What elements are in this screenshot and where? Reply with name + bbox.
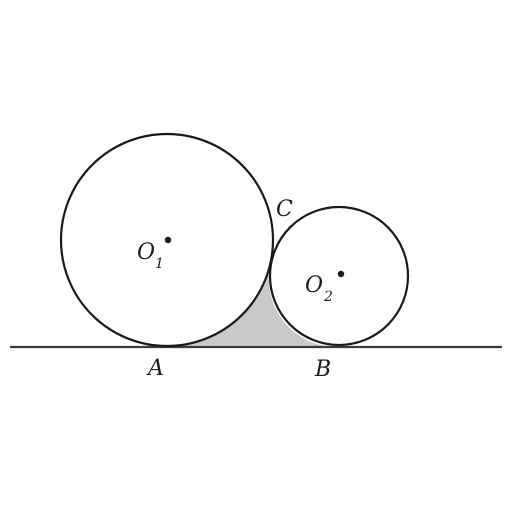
label-c: C bbox=[276, 197, 293, 222]
label-o1: O bbox=[137, 240, 156, 265]
label-b: B bbox=[315, 357, 332, 382]
label-o2: O bbox=[305, 273, 324, 298]
label-o2-subscript: 2 bbox=[324, 289, 333, 305]
center-o2-dot bbox=[338, 271, 344, 277]
label-o1-subscript: 1 bbox=[155, 256, 164, 272]
center-o1-dot bbox=[165, 237, 171, 243]
label-a: A bbox=[148, 356, 164, 381]
